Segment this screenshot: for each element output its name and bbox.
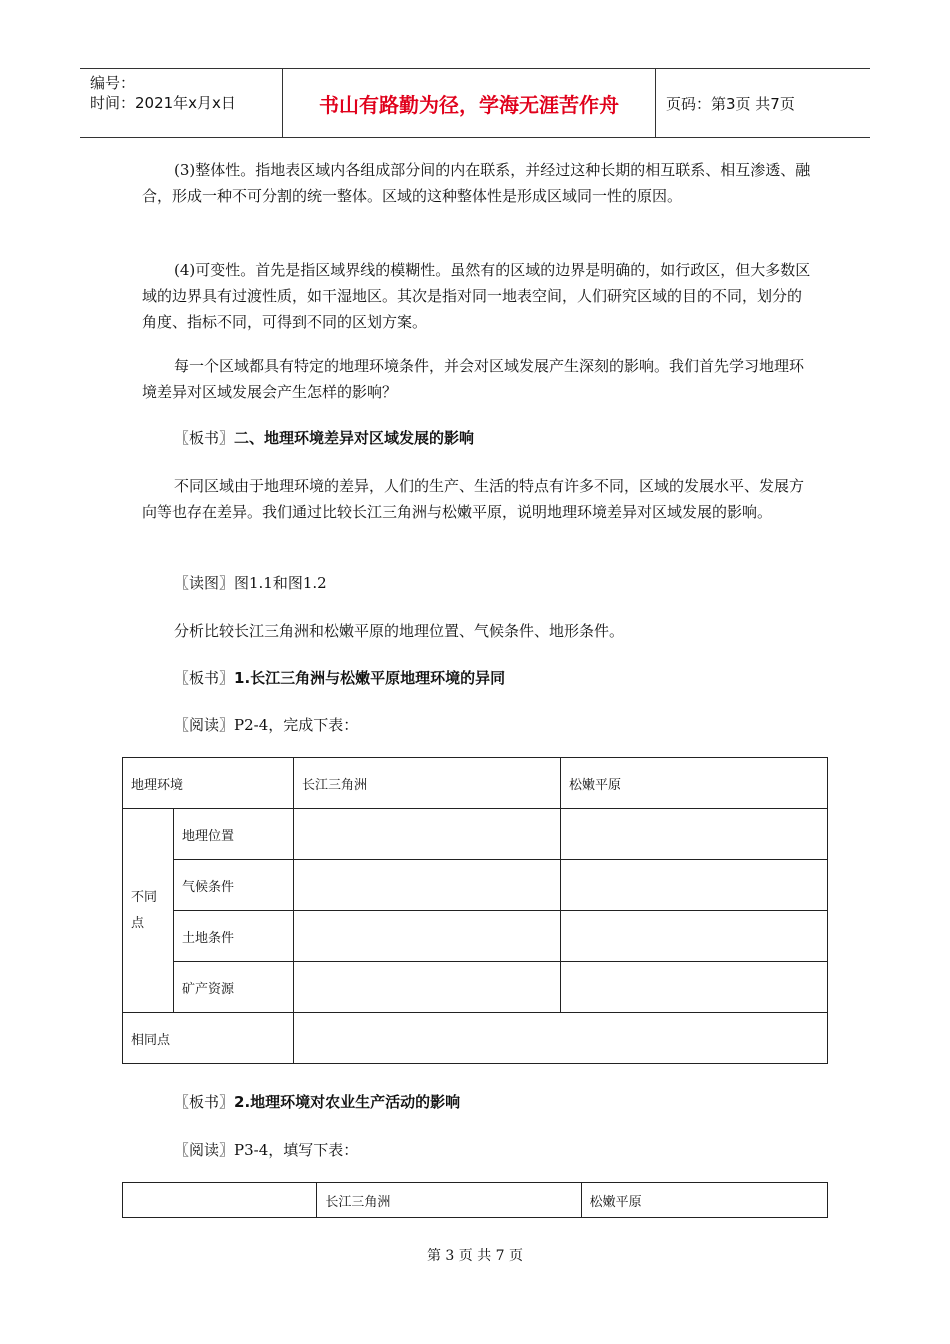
cell-yrd-minerals[interactable] [294,962,561,1013]
board-heading-2: 〖板书〗二、地理环境差异对区域发展的影响 [174,429,475,447]
paragraph-difference: 不同区域由于地理环境的差异，人们的生产、生活的特点有许多不同，区域的发展水平、发展方向等也存在差异。我们通过比较长江三角洲与松嫩平原，说明地理环境差异对区域发展的影响。 [142,477,805,521]
agriculture-table [122,1182,828,1218]
cell-snp-minerals[interactable] [561,962,828,1013]
comparison-table [122,757,828,1064]
paragraph-variability: (4)可变性。首先是指区域界线的模糊性。虽然有的区域的边界是明确的，如行政区，但大多数区域的边界具有过渡性质，如干湿地区。其次是指对同一地表空间，人们研究区域的目的不同，划分的角度、指标不同，可得到不同的区划方案。 [142,261,811,331]
th2-empty [123,1183,317,1218]
row-label-climate: 气候条件 [174,860,294,911]
row-label-land: 土地条件 [174,911,294,962]
paragraph-intro: 每一个区域都具有特定的地理环境条件，并会对区域发展产生深刻的影响。我们首先学习地理环境差异对区域发展会产生怎样的影响？ [142,357,805,401]
board-heading-2-2: 〖板书〗2.地理环境对农业生产活动的影响 [174,1093,461,1111]
cell-yrd-climate[interactable] [294,860,561,911]
header-page-info: 页码：第3页 共7页 [666,94,795,113]
row-label-similarities: 相同点 [123,1013,294,1064]
cell-yrd-location[interactable] [294,809,561,860]
page-header [80,68,870,138]
header-meta [80,69,283,137]
th-yangtze-delta: 长江三角洲 [294,758,561,809]
group-differences: 不同点 [123,809,174,1013]
header-motto: 书山有路勤为径，学海无涯苦作舟 [283,69,656,137]
paragraph-integrity: (3)整体性。指地表区域内各组成部分间的内在联系，并经过这种长期的相互联系、相互渗透、融合，形成一种不可分割的统一整体。区域的这种整体性是形成区域同一性的原因。 [142,161,811,205]
th-env: 地理环境 [123,758,294,809]
page-footer: 第 3 页 共 7 页 [426,1248,524,1264]
paragraph-analyze: 分析比较长江三角洲和松嫩平原的地理位置、气候条件、地形条件。 [174,622,625,640]
th2-yangtze-delta: 长江三角洲 [317,1183,581,1218]
paragraph-read-figure: 〖读图〗图1.1和图1.2 [174,574,327,592]
cell-snp-land[interactable] [561,911,828,962]
th2-songnen-plain: 松嫩平原 [581,1183,827,1218]
cell-yrd-land[interactable] [294,911,561,962]
row-label-minerals: 矿产资源 [174,962,294,1013]
row-label-location: 地理位置 [174,809,294,860]
cell-snp-location[interactable] [561,809,828,860]
cell-similarities[interactable] [294,1013,828,1064]
board-heading-2-1: 〖板书〗1.长江三角洲与松嫩平原地理环境的异同 [174,669,506,687]
th-songnen-plain: 松嫩平原 [561,758,828,809]
cell-snp-climate[interactable] [561,860,828,911]
header-code-label: 编号： [90,74,136,92]
paragraph-read-p2: 〖阅读〗P2-4，完成下表： [174,716,359,734]
header-time-label: 时间：2021年x月x日 [90,94,236,112]
paragraph-read-p3: 〖阅读〗P3-4，填写下表： [174,1141,359,1159]
